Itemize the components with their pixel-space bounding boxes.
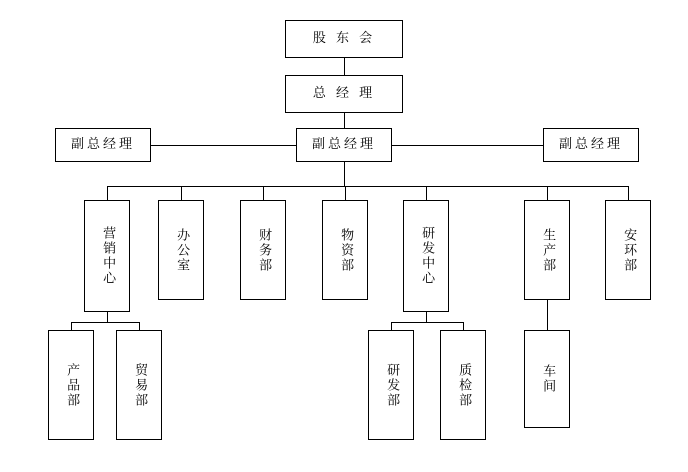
node-shareholders[interactable]: 股 东 会	[285, 20, 403, 58]
connector-drop-materials	[345, 186, 346, 200]
node-general-manager[interactable]: 总 经 理	[285, 75, 403, 113]
connector-drop-safety	[628, 186, 629, 200]
node-safety-env-dept[interactable]: 安环部	[605, 200, 651, 300]
node-rd-center[interactable]: 研发中心	[403, 200, 449, 312]
node-quality-dept[interactable]: 质检部	[440, 330, 486, 440]
node-production-dept[interactable]: 生产部	[524, 200, 570, 300]
connector-drop-marketing	[107, 186, 108, 200]
connector-production-to-workshop	[547, 300, 548, 330]
node-marketing-center[interactable]: 营销中心	[84, 200, 130, 312]
connector-gm-to-deputy	[344, 113, 345, 128]
node-office[interactable]: 办公室	[158, 200, 204, 300]
node-deputy-gm-center[interactable]: 副总经理	[296, 128, 392, 162]
node-product-dept[interactable]: 产品部	[48, 330, 94, 440]
connector-drop-product	[71, 322, 72, 330]
connector-shareholders-to-gm	[344, 58, 345, 75]
connector-dept-bus	[107, 186, 628, 187]
connector-drop-rd-center	[426, 186, 427, 200]
connector-rd-bus	[391, 322, 463, 323]
node-deputy-gm-right[interactable]: 副总经理	[543, 128, 639, 162]
connector-drop-finance	[263, 186, 264, 200]
node-rd-dept[interactable]: 研发部	[368, 330, 414, 440]
connector-drop-production	[547, 186, 548, 200]
node-deputy-gm-left[interactable]: 副总经理	[55, 128, 151, 162]
connector-drop-office	[181, 186, 182, 200]
node-materials-dept[interactable]: 物资部	[322, 200, 368, 300]
connector-drop-trade	[139, 322, 140, 330]
node-finance-dept[interactable]: 财务部	[240, 200, 286, 300]
node-workshop[interactable]: 车间	[524, 330, 570, 428]
connector-rd-stem	[426, 312, 427, 322]
node-trade-dept[interactable]: 贸易部	[116, 330, 162, 440]
connector-drop-quality	[463, 322, 464, 330]
connector-marketing-bus	[71, 322, 139, 323]
connector-marketing-stem	[107, 312, 108, 322]
connector-deputy-center-down	[344, 162, 345, 186]
connector-drop-rd-dept	[391, 322, 392, 330]
